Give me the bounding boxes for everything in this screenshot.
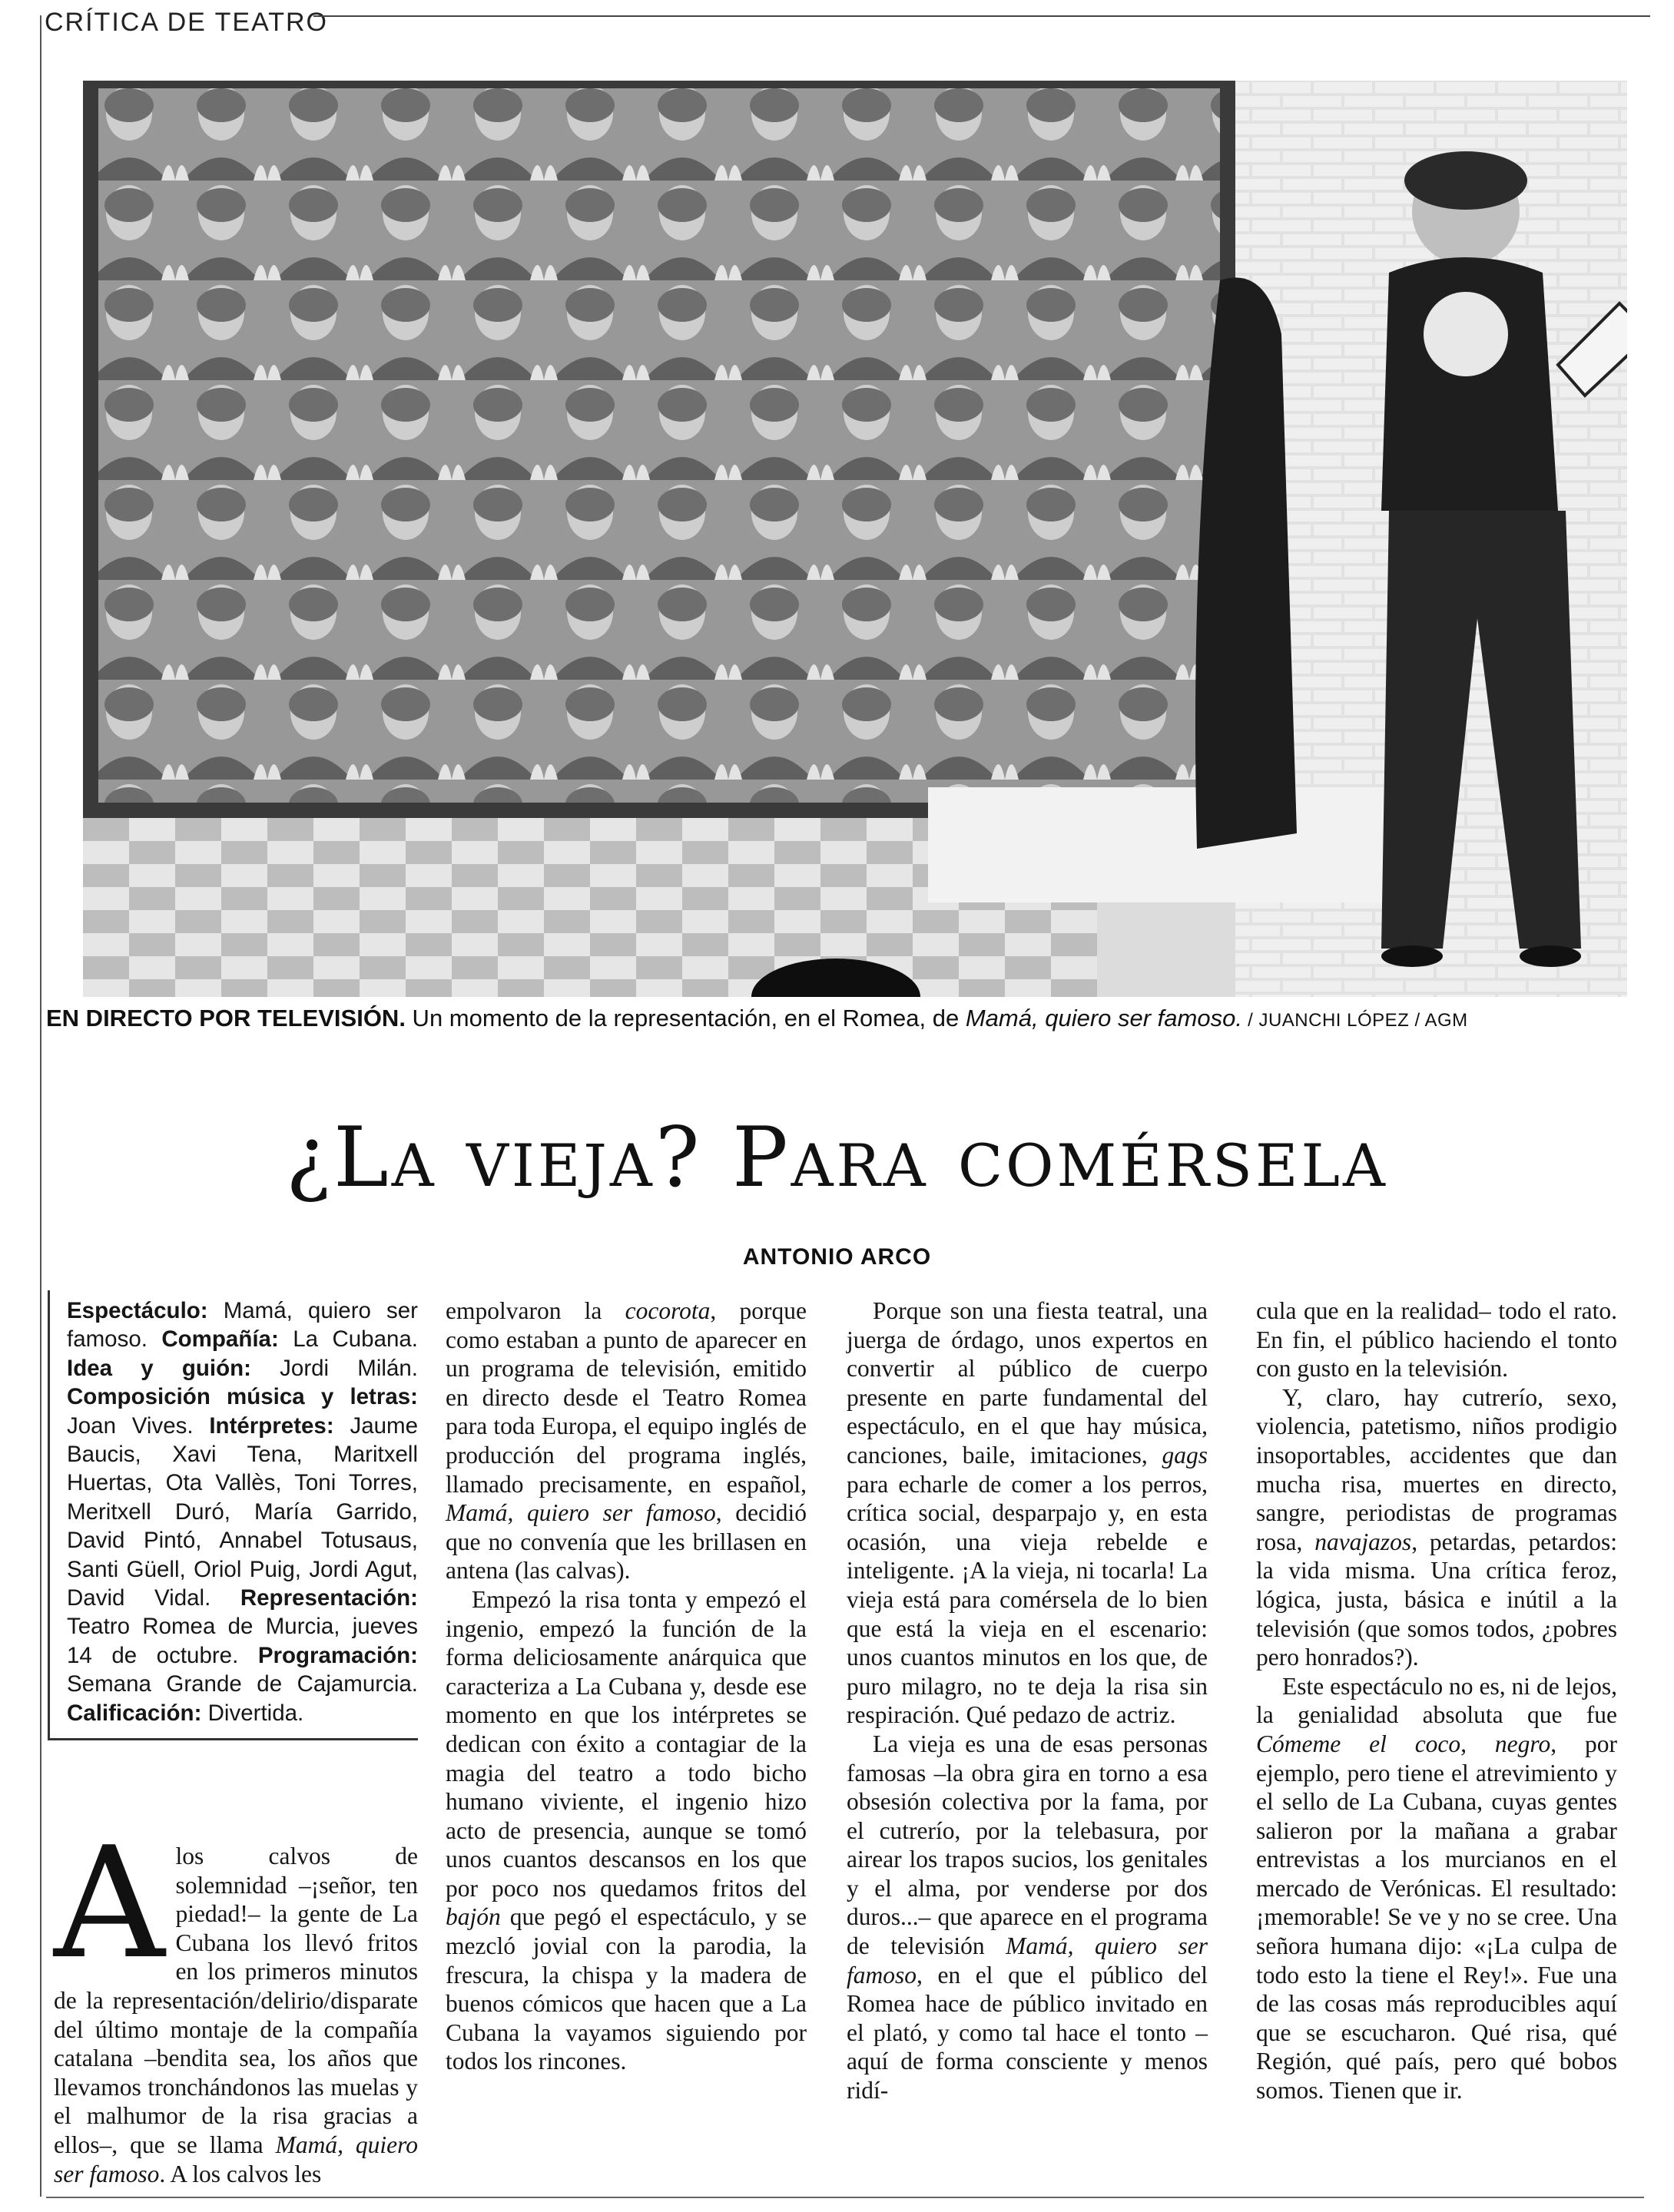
fact-label-programacion: Programación:	[257, 1642, 418, 1668]
italic-term: navajazos	[1314, 1528, 1412, 1555]
paragraph	[847, 1296, 1208, 1730]
left-margin-rule	[40, 15, 41, 2197]
play-title: Mamá, quiero ser famoso	[847, 1932, 1208, 1988]
text-run: para echarle de comer a los perros, crítica social, desparpajo y, en esta ocasión, una vieja rebelde e inteligente. ¡A la vieja, ni tocarla! La vieja está para comérsela de lo bien que está la vieja en el escenario: unos cuantos minutos en los que, de puro milagro, no te deja la risa sin respiración. Qué pedazo de actriz.	[847, 1470, 1208, 1729]
fact-value: Jordi Milán.	[250, 1355, 418, 1381]
text-run: , por ejemplo, pero tiene el atrevimiento y el sello de La Cubana, cuyas gentes salieron por la mañana a grabar entrevistas a los murcianos en el mercado de Verónicas. El resultado: ¡memorable! Se ve y no se cree. Una señora humana dijo: «¡La culpa de todo esto la tiene el Rey!». Fue una de las cosas más reproducibles aquí que se escucharon. Qué risa, qué Región, qué país, pero qué bobos somos. Tienen que ir.	[1256, 1730, 1617, 2104]
section-label: CRÍTICA DE TEATRO	[45, 8, 329, 37]
article-column-3	[847, 1296, 1208, 2105]
text-run: . A los calvos les	[159, 2160, 322, 2187]
text-run: La vieja es una de esas personas famosas –la obra gira en torno a esa obsesión colectiva por la fama, por el cutrerío, por la telebasura, por airear los trapos sucios, los genitales y el alma, por venderse por dos duros...– que aparece en el programa de televisión	[847, 1730, 1208, 1960]
paragraph	[1256, 1383, 1617, 1672]
text-run: Porque son una fiesta teatral, una juerga de órdago, unos expertos en convertir al público de cuerpo presente en parte fundamental del espectáculo, en el que hay música, canciones, baile, imitaciones,	[847, 1297, 1208, 1469]
paragraph: cula que en la realidad– todo el rato. En fin, el público haciendo el tonto con gusto en la televisión.	[1256, 1297, 1617, 1382]
fact-label-espectaculo: Espectáculo:	[67, 1298, 208, 1323]
italic-term: gags	[1162, 1441, 1208, 1469]
fact-value: Mamá, quiero ser famoso.	[67, 1298, 418, 1353]
fact-label-representacion: Representación:	[240, 1585, 418, 1611]
paragraph	[446, 1296, 807, 1585]
article-column-4	[1256, 1296, 1617, 2105]
paragraph	[446, 1585, 807, 2076]
caption-text: Un momento de la representación, en el Romea, de	[405, 1005, 966, 1031]
fact-value: La Cubana.	[278, 1326, 418, 1353]
fact-value: Semana Grande de Cajamurcia.	[67, 1671, 418, 1697]
text-run: , petardas, petardos: la vida misma. Una crítica feroz, lógica, justa, básica e inútil a la televisión (que somos todos, ¿pobres pero honrados?).	[1256, 1528, 1617, 1671]
fact-label-calificacion: Calificación:	[67, 1700, 202, 1726]
play-title: Mamá, quiero ser famoso	[446, 1499, 716, 1527]
text-run: , en el que el público del Romea hace de público invitado en el plató, y como tal hace el tonto –aquí de forma consciente y menos ridí-	[847, 1961, 1208, 2104]
text-run: , decidió que no convenía que les brillasen en antena (las calvas).	[446, 1499, 807, 1584]
fact-value: Joan Vives.	[67, 1412, 210, 1439]
paragraph	[847, 1730, 1208, 2105]
italic-term: bajón	[446, 1903, 501, 1931]
headline: ¿La vieja? Para comérsela	[286, 1110, 1388, 1206]
byline: ANTONIO ARCO	[742, 1244, 932, 1270]
text-run: Este espectáculo no es, ni de lejos, la genialidad absoluta que fue	[1256, 1672, 1617, 1729]
text-run: que pegó el espectáculo, y se mezcló jovial con la parodia, la frescura, la chispa y la madera de buenos cómicos que hacen que a La Cubana la vayamos siguiendo por todos los rincones.	[446, 1903, 807, 2075]
section-rule	[313, 15, 1650, 17]
fact-label-interpretes: Intérpretes:	[209, 1412, 334, 1439]
fact-box	[48, 1290, 418, 1740]
fact-value: Jaume Baucis, Xavi Tena, Maritxell Huertas, Ota Vallès, Toni Torres, Meritxell Duró, María Garrido, David Pintó, Annabel Totusaus, Santi Güell, Oriol Puig, Jordi Agut, David Vidal.	[67, 1412, 418, 1611]
fact-label-idea: Idea y guión:	[67, 1355, 251, 1381]
fact-label-musica: Composición música y letras:	[67, 1384, 418, 1410]
text-run: Empezó la risa tonta y empezó el ingenio, empezó la función de la forma deliciosamente anárquica que caracteriza a La Cubana y, desde ese momento en que los intérpretes se dedican con éxito a contagiar de la magia del teatro a todo bicho humano viviente, el ingenio hizo acto de presencia, aunque se tomó unos cuantos descansos en los que por poco nos quedamos fritos del	[446, 1585, 807, 1902]
photo-credit: / JUANCHI LÓPEZ / AGM	[1241, 1010, 1468, 1031]
text-run: , porque como estaban a punto de aparecer en un programa de televisión, emitido en directo desde el Teatro Romea para toda Europa, el equipo inglés de producción del programa inglés, llamado precisamente, en español,	[446, 1297, 807, 1498]
italic-term: cocorota	[625, 1297, 711, 1324]
caption-play-title: Mamá, quiero ser famoso.	[965, 1005, 1242, 1031]
theatre-photo	[83, 81, 1627, 997]
fact-value: Teatro Romea de Murcia, jueves 14 de octubre.	[67, 1614, 418, 1668]
paragraph	[1256, 1672, 1617, 2105]
play-title: Cómeme el coco, negro	[1256, 1730, 1551, 1757]
text-run: empolvaron la	[446, 1297, 625, 1324]
fact-label-compania: Compañía:	[161, 1326, 279, 1353]
caption-lead: EN DIRECTO POR TELEVISIÓN.	[46, 1005, 406, 1031]
article-lede	[54, 1814, 418, 2188]
text-run: Y, claro, hay cutrerío, sexo, violencia, patetismo, niños prodigio insoportables, accidentes que dan mucha risa, muertes en directo, sangre, periodistas de programas rosa,	[1256, 1383, 1617, 1555]
article-column-2	[446, 1296, 807, 2076]
play-title: Mamá, quiero ser famoso	[54, 2131, 418, 2187]
photo-caption	[46, 1005, 1644, 1032]
drop-cap: A	[54, 1814, 165, 1993]
bottom-rule	[46, 2197, 1644, 2198]
photo-illustration	[83, 81, 1627, 997]
text-run: los calvos de solemnidad –¡señor, ten piedad!– la gente de La Cubana los llevó fritos en los primeros minutos de la representación/delirio/disparate del último montaje de la compañía catalana –bendita sea, los años que llevamos tronchándonos las muelas y el malhumor de la risa gracias a ellos–, que se llama	[54, 1843, 418, 2158]
fact-value: Divertida.	[201, 1700, 304, 1726]
